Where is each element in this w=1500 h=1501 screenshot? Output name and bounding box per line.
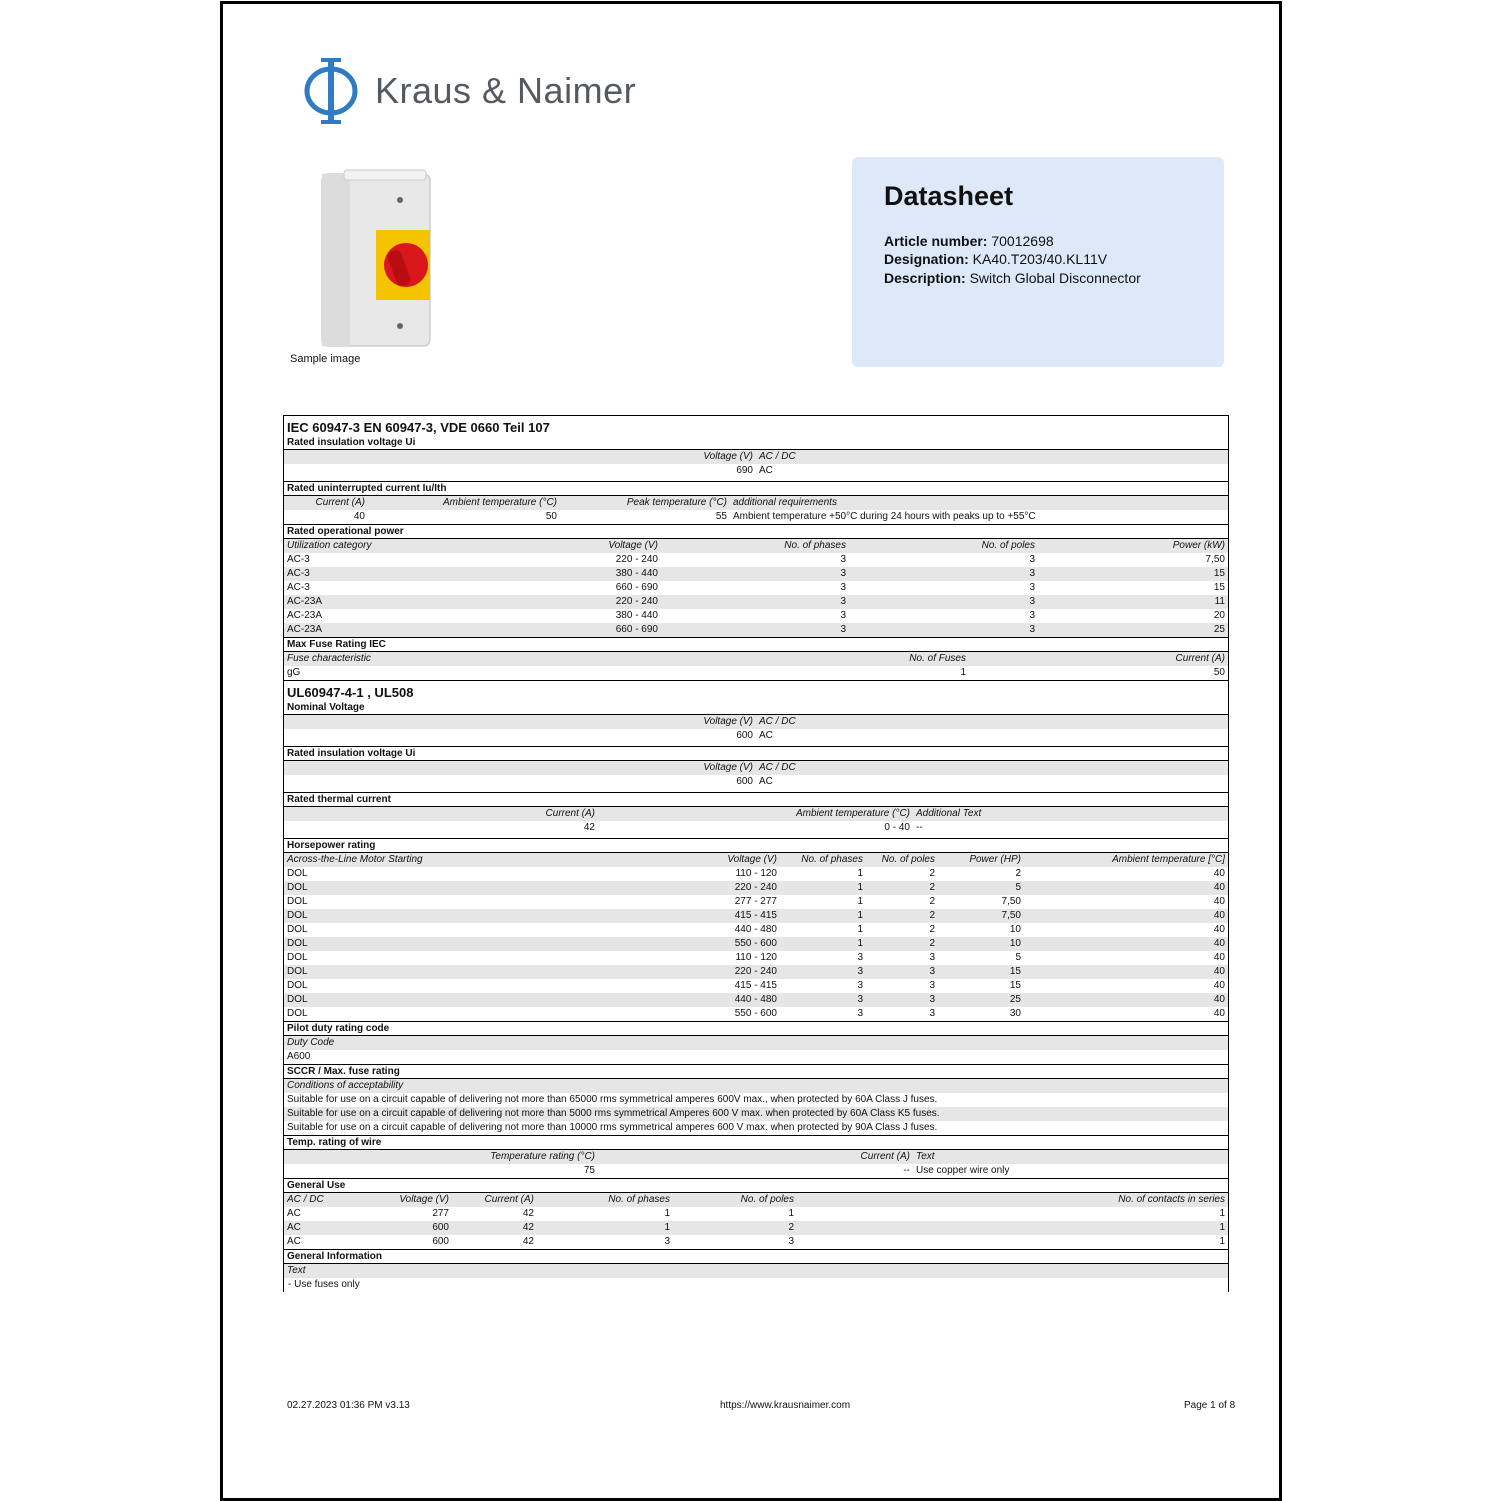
- table-row: [284, 993, 1228, 1007]
- table-row: 42 0 - 40 --: [583, 822, 923, 833]
- table-cell: 550 - 600: [734, 938, 777, 949]
- table-cell: 380 - 440: [615, 568, 658, 579]
- table-cell: 3: [857, 966, 863, 977]
- table-row: [284, 1235, 1228, 1249]
- table-cell: 2: [929, 882, 935, 893]
- table-row: Suitable for use on a circuit capable of delivering not more than 65000 rms symmetrical amperes 600V max., when protected by 60A Class J fuses.: [287, 1094, 938, 1105]
- ul-hp-title: Horsepower rating: [284, 839, 1228, 853]
- table-row: gG 1 50: [287, 667, 1225, 678]
- brand-name: Kraus & Naimer: [375, 70, 637, 111]
- iec-fuse-title: Max Fuse Rating IEC: [284, 637, 1228, 652]
- table-cell: 40: [1213, 966, 1225, 977]
- table-cell: 3: [840, 624, 846, 635]
- table-cell: 25: [1213, 624, 1225, 635]
- table-cell: 40: [1213, 980, 1225, 991]
- table-cell: 3: [840, 596, 846, 607]
- table-row: A600: [287, 1051, 311, 1062]
- table-cell: 220 - 240: [615, 596, 658, 607]
- table-cell: 40: [1213, 924, 1225, 935]
- table-cell: 550 - 600: [734, 1008, 777, 1019]
- table-cell: 440 - 480: [734, 924, 777, 935]
- datasheet-title: Datasheet: [884, 181, 1014, 211]
- table-row: 40 50 55 Ambient temperature +50°C during 24 hours with peaks up to +55°C: [353, 511, 1036, 522]
- ul-info-title: General Information: [284, 1249, 1228, 1264]
- table-cell: 1: [788, 1208, 794, 1219]
- table-cell: 2: [929, 896, 935, 907]
- table-cell: 7,50: [1001, 896, 1021, 907]
- table-cell: 25: [1009, 994, 1021, 1005]
- spec-sheet: [283, 415, 1229, 1292]
- table-cell: 1: [1219, 1208, 1225, 1219]
- table-cell: 1: [857, 910, 863, 921]
- table-cell: 1: [1219, 1222, 1225, 1233]
- table-header-row: Across-the-Line Motor Starting Voltage (V) No. of phases No. of poles Power (HP) Ambient temperature [°C]: [284, 853, 1228, 867]
- table-cell: 3: [788, 1236, 794, 1247]
- table-cell: 3: [857, 1008, 863, 1019]
- table-header-row: Text: [284, 1264, 1228, 1278]
- table-cell: AC-3: [287, 582, 310, 593]
- table-row: [284, 623, 1228, 637]
- table-header-row: Current (A) Ambient temperature (°C) Peak temperature (°C) additional requirements: [284, 496, 1228, 510]
- ul-thermal-title: Rated thermal current: [284, 793, 1228, 807]
- table-row: 600 AC: [736, 776, 773, 787]
- table-cell: 2: [929, 938, 935, 949]
- table-cell: 1: [857, 868, 863, 879]
- table-cell: 3: [1029, 624, 1035, 635]
- table-cell: 415 - 415: [734, 910, 777, 921]
- image-caption: Sample image: [290, 353, 361, 365]
- table-cell: 2: [929, 924, 935, 935]
- table-row: [284, 1221, 1228, 1235]
- table-cell: AC-3: [287, 554, 310, 565]
- table-row: Suitable for use on a circuit capable of delivering not more than 10000 rms symmetrical amperes 600 V max. when protected by 90A Class J fuses.: [287, 1122, 938, 1133]
- table-cell: 40: [1213, 910, 1225, 921]
- table-cell: 3: [840, 568, 846, 579]
- iec-op-title: Rated operational power: [284, 524, 1228, 539]
- table-cell: 600: [432, 1236, 449, 1247]
- table-cell: 20: [1213, 610, 1225, 621]
- datasheet-info-box: [852, 157, 1224, 367]
- table-cell: 3: [1029, 554, 1035, 565]
- table-cell: 42: [522, 1236, 534, 1247]
- table-cell: 3: [857, 980, 863, 991]
- table-cell: AC: [287, 1222, 301, 1233]
- table-row: Suitable for use on a circuit capable of delivering not more than 5000 rms symmetrical Amperes 600 V max. when protected by 60A Class K5 fuses.: [284, 1107, 1228, 1121]
- table-cell: 3: [1029, 610, 1035, 621]
- table-cell: 40: [1213, 938, 1225, 949]
- table-cell: 3: [929, 952, 935, 963]
- table-cell: 7,50: [1205, 554, 1225, 565]
- designation: Designation: KA40.T203/40.KL11V: [884, 251, 1108, 267]
- iec-ui-title: Rated insulation voltage Ui: [284, 436, 1228, 450]
- table-row: [284, 895, 1228, 909]
- table-header-row: AC / DC Voltage (V) Current (A) No. of phases No. of poles No. of contacts in series: [284, 1193, 1228, 1207]
- table-header-row: Voltage (V) AC / DC: [284, 761, 1228, 775]
- table-cell: 220 - 240: [734, 882, 777, 893]
- table-row: [284, 581, 1228, 595]
- table-cell: 380 - 440: [615, 610, 658, 621]
- table-cell: 40: [1213, 896, 1225, 907]
- table-header-row: Temperature rating (°C) Current (A) Text: [284, 1150, 1228, 1164]
- table-cell: AC: [287, 1236, 301, 1247]
- table-cell: 11: [1214, 596, 1225, 607]
- table-row: [284, 965, 1228, 979]
- table-cell: DOL: [287, 952, 308, 963]
- table-cell: 220 - 240: [734, 966, 777, 977]
- table-cell: 3: [664, 1236, 670, 1247]
- table-header-row: Conditions of acceptability: [284, 1079, 1228, 1093]
- table-cell: DOL: [287, 1008, 308, 1019]
- table-cell: 1: [857, 882, 863, 893]
- table-cell: 15: [1009, 980, 1021, 991]
- table-cell: AC-23A: [287, 624, 323, 635]
- table-cell: AC: [287, 1208, 301, 1219]
- table-header-row: Duty Code: [284, 1036, 1228, 1050]
- table-cell: 3: [929, 1008, 935, 1019]
- table-cell: 40: [1213, 868, 1225, 879]
- table-cell: 30: [1009, 1008, 1021, 1019]
- table-cell: DOL: [287, 868, 308, 879]
- table-header-row: Voltage (V) AC / DC: [284, 450, 1228, 464]
- table-cell: 277 - 277: [734, 896, 777, 907]
- footer-timestamp: 02.27.2023 01:36 PM v3.13: [287, 1400, 410, 1411]
- table-cell: 40: [1213, 994, 1225, 1005]
- table-cell: 15: [1213, 568, 1225, 579]
- table-cell: 15: [1213, 582, 1225, 593]
- table-row: [284, 1007, 1228, 1021]
- table-cell: AC-3: [287, 568, 310, 579]
- table-cell: 3: [929, 994, 935, 1005]
- table-cell: DOL: [287, 980, 308, 991]
- ul-section-title: UL60947-4-1 , UL508: [284, 680, 1228, 701]
- table-header-row: Current (A) Ambient temperature (°C) Additional Text: [284, 807, 1228, 821]
- ul-wire-title: Temp. rating of wire: [284, 1135, 1228, 1150]
- table-cell: 3: [1029, 582, 1035, 593]
- table-cell: DOL: [287, 938, 308, 949]
- table-cell: 40: [1213, 952, 1225, 963]
- table-cell: 3: [857, 952, 863, 963]
- table-cell: AC-23A: [287, 596, 323, 607]
- table-cell: 3: [1029, 568, 1035, 579]
- table-row: 600 AC: [736, 730, 773, 741]
- table-cell: DOL: [287, 882, 308, 893]
- table-cell: 110 - 120: [735, 868, 777, 879]
- table-cell: 2: [1015, 868, 1021, 879]
- table-row: [284, 909, 1228, 923]
- table-cell: 2: [788, 1222, 794, 1233]
- table-row: - Use fuses only: [284, 1278, 1228, 1292]
- ul-general-title: General Use: [284, 1178, 1228, 1193]
- table-cell: AC-23A: [287, 610, 323, 621]
- table-cell: 415 - 415: [734, 980, 777, 991]
- table-cell: 110 - 120: [735, 952, 777, 963]
- table-cell: 1: [857, 924, 863, 935]
- table-cell: 2: [929, 868, 935, 879]
- table-cell: DOL: [287, 966, 308, 977]
- table-cell: 3: [840, 582, 846, 593]
- table-cell: 3: [929, 966, 935, 977]
- table-cell: DOL: [287, 924, 308, 935]
- table-cell: 3: [929, 980, 935, 991]
- table-cell: 10: [1009, 938, 1021, 949]
- table-cell: DOL: [287, 910, 308, 921]
- iec-section-title: IEC 60947-3 EN 60947-3, VDE 0660 Teil 107: [287, 420, 550, 435]
- table-row: [284, 867, 1228, 881]
- table-cell: 1: [857, 938, 863, 949]
- table-row: [284, 1207, 1228, 1221]
- table-cell: 440 - 480: [734, 994, 777, 1005]
- table-cell: 2: [929, 910, 935, 921]
- table-header-row: Fuse characteristic No. of Fuses Current (A): [284, 652, 1228, 666]
- table-cell: 10: [1009, 924, 1021, 935]
- table-row: [284, 553, 1228, 567]
- table-cell: 660 - 690: [615, 624, 658, 635]
- table-row: [284, 881, 1228, 895]
- table-cell: 42: [522, 1222, 534, 1233]
- table-cell: 3: [857, 994, 863, 1005]
- table-cell: 3: [840, 610, 846, 621]
- table-cell: 5: [1015, 882, 1021, 893]
- table-cell: 1: [857, 896, 863, 907]
- table-header-row: Voltage (V) AC / DC: [284, 715, 1228, 729]
- table-cell: 660 - 690: [615, 582, 658, 593]
- table-cell: 1: [1219, 1236, 1225, 1247]
- table-header-row: Utilization category Voltage (V) No. of phases No. of poles Power (kW): [284, 539, 1228, 553]
- table-row: [284, 567, 1228, 581]
- article-number: Article number: 70012698: [884, 233, 1054, 249]
- table-row: [284, 595, 1228, 609]
- table-cell: 5: [1015, 952, 1021, 963]
- table-cell: 40: [1213, 1008, 1225, 1019]
- description: Description: Switch Global Disconnector: [884, 270, 1141, 286]
- table-row: [284, 951, 1228, 965]
- footer-url-link[interactable]: https://www.krausnaimer.com: [720, 1400, 851, 1411]
- product-image: [310, 160, 440, 350]
- table-cell: DOL: [287, 994, 308, 1005]
- table-cell: 1: [664, 1222, 670, 1233]
- ul-pilot-title: Pilot duty rating code: [284, 1021, 1228, 1036]
- table-cell: 1: [664, 1208, 670, 1219]
- ul-sccr-title: SCCR / Max. fuse rating: [284, 1064, 1228, 1079]
- ul-ui-title: Rated insulation voltage Ui: [284, 747, 1228, 761]
- table-row: [284, 979, 1228, 993]
- footer-page-number: Page 1 of 8: [1184, 1400, 1236, 1411]
- table-row: 690 AC: [736, 465, 773, 476]
- table-cell: 42: [522, 1208, 534, 1219]
- table-cell: 600: [432, 1222, 449, 1233]
- table-cell: 7,50: [1001, 910, 1021, 921]
- table-cell: 277: [432, 1208, 449, 1219]
- table-row: [284, 923, 1228, 937]
- ul-nv-title: Nominal Voltage: [284, 701, 1228, 715]
- table-cell: DOL: [287, 896, 308, 907]
- iec-ith-title: Rated uninterrupted current Iu/Ith: [284, 482, 1228, 496]
- table-cell: 220 - 240: [615, 554, 658, 565]
- table-row: [284, 609, 1228, 623]
- table-cell: 40: [1213, 882, 1225, 893]
- table-cell: 3: [1029, 596, 1035, 607]
- table-row: [284, 937, 1228, 951]
- table-cell: 15: [1009, 966, 1021, 977]
- table-cell: 3: [840, 554, 846, 565]
- table-row: 75 -- Use copper wire only: [583, 1165, 1010, 1176]
